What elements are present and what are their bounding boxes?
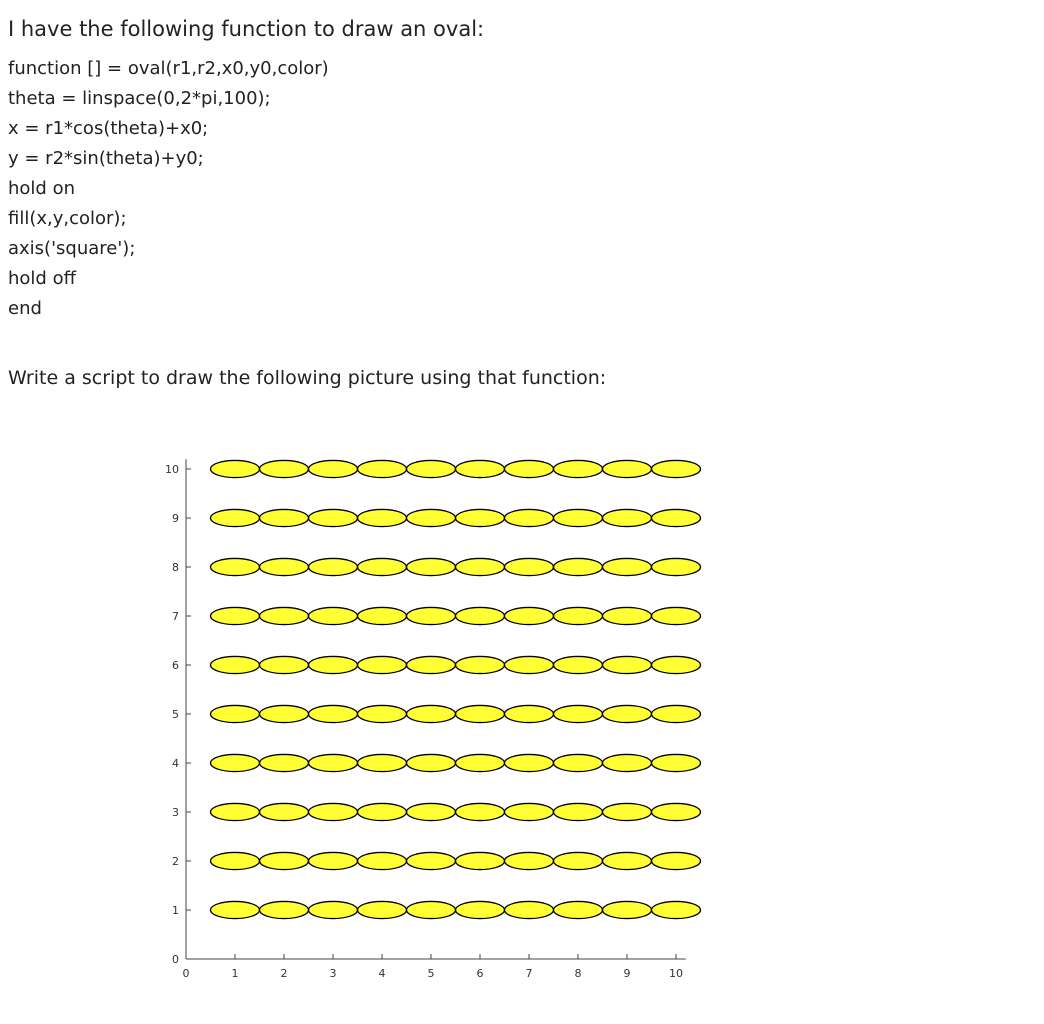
- y-tick-label: 10: [165, 463, 179, 476]
- oval-marker: [309, 460, 358, 477]
- x-tick-label: 1: [231, 967, 239, 980]
- question-intro: I have the following function to draw an oval:: [8, 17, 485, 41]
- oval-marker: [456, 803, 505, 820]
- y-tick-label: 9: [172, 512, 179, 525]
- oval-marker: [407, 852, 456, 869]
- y-tick-label: 8: [172, 561, 179, 574]
- oval-marker: [358, 607, 407, 624]
- oval-marker: [407, 460, 456, 477]
- oval-marker: [260, 852, 309, 869]
- oval-marker: [358, 558, 407, 575]
- oval-marker: [603, 509, 652, 526]
- oval-marker: [456, 509, 505, 526]
- oval-marker: [211, 607, 260, 624]
- x-tick-label: 5: [427, 967, 435, 980]
- oval-marker: [554, 803, 603, 820]
- oval-marker: [652, 803, 701, 820]
- oval-marker: [407, 607, 456, 624]
- oval-marker: [211, 754, 260, 771]
- oval-marker: [505, 558, 554, 575]
- y-tick-label: 7: [172, 610, 179, 623]
- oval-marker: [358, 901, 407, 918]
- oval-marker: [554, 607, 603, 624]
- oval-marker: [456, 705, 505, 722]
- oval-grid-chart: [150, 440, 710, 990]
- oval-marker: [603, 705, 652, 722]
- oval-marker: [260, 901, 309, 918]
- oval-marker: [260, 558, 309, 575]
- oval-marker: [456, 460, 505, 477]
- oval-marker: [603, 607, 652, 624]
- code-line: axis('square');: [8, 238, 136, 259]
- y-tick-label: 1: [172, 904, 179, 917]
- code-line: y = r2*sin(theta)+y0;: [8, 148, 204, 169]
- oval-marker: [211, 656, 260, 673]
- question-prompt: Write a script to draw the following picture using that function:: [8, 367, 607, 389]
- oval-marker: [652, 852, 701, 869]
- oval-marker: [407, 705, 456, 722]
- oval-marker: [309, 852, 358, 869]
- oval-marker: [407, 803, 456, 820]
- oval-marker: [358, 852, 407, 869]
- x-tick-label: 4: [378, 967, 386, 980]
- y-tick-label: 5: [172, 708, 179, 721]
- oval-marker: [505, 901, 554, 918]
- code-line: fill(x,y,color);: [8, 208, 127, 229]
- oval-marker: [554, 509, 603, 526]
- code-line: end: [8, 298, 42, 319]
- oval-marker: [358, 460, 407, 477]
- oval-marker: [309, 656, 358, 673]
- oval-marker: [554, 460, 603, 477]
- code-line: hold on: [8, 178, 75, 199]
- oval-marker: [505, 754, 554, 771]
- oval-marker: [309, 901, 358, 918]
- oval-marker: [407, 901, 456, 918]
- oval-marker: [407, 656, 456, 673]
- oval-marker: [456, 852, 505, 869]
- oval-marker: [211, 705, 260, 722]
- oval-marker: [505, 803, 554, 820]
- oval-marker: [652, 705, 701, 722]
- x-tick-label: 0: [182, 967, 190, 980]
- x-tick-label: 9: [623, 967, 631, 980]
- oval-marker: [211, 852, 260, 869]
- oval-marker: [603, 852, 652, 869]
- oval-marker: [456, 754, 505, 771]
- oval-marker: [652, 607, 701, 624]
- oval-grid-figure: [150, 440, 710, 990]
- oval-marker: [554, 901, 603, 918]
- code-line: theta = linspace(0,2*pi,100);: [8, 88, 271, 109]
- oval-marker: [260, 656, 309, 673]
- oval-marker: [260, 803, 309, 820]
- y-tick-label: 3: [172, 806, 179, 819]
- oval-marker: [603, 460, 652, 477]
- oval-marker: [554, 852, 603, 869]
- oval-marker: [603, 803, 652, 820]
- oval-marker: [652, 901, 701, 918]
- oval-marker: [505, 460, 554, 477]
- code-line: function [] = oval(r1,r2,x0,y0,color): [8, 58, 329, 79]
- oval-marker: [358, 509, 407, 526]
- x-tick-label: 8: [574, 967, 582, 980]
- oval-marker: [358, 803, 407, 820]
- y-tick-label: 0: [172, 953, 179, 966]
- oval-marker: [358, 705, 407, 722]
- oval-marker: [505, 705, 554, 722]
- y-tick-label: 2: [172, 855, 179, 868]
- oval-marker: [456, 607, 505, 624]
- oval-marker: [603, 754, 652, 771]
- oval-marker: [505, 852, 554, 869]
- oval-marker: [211, 901, 260, 918]
- oval-marker: [260, 754, 309, 771]
- oval-marker: [407, 754, 456, 771]
- oval-marker: [652, 460, 701, 477]
- oval-marker: [407, 558, 456, 575]
- oval-marker: [211, 509, 260, 526]
- code-line: x = r1*cos(theta)+x0;: [8, 118, 209, 139]
- oval-marker: [652, 656, 701, 673]
- oval-marker: [309, 803, 358, 820]
- x-tick-label: 6: [476, 967, 484, 980]
- x-tick-label: 2: [280, 967, 288, 980]
- oval-marker: [505, 607, 554, 624]
- y-tick-label: 6: [172, 659, 179, 672]
- oval-marker: [309, 558, 358, 575]
- oval-marker: [505, 656, 554, 673]
- code-block: [8, 54, 329, 324]
- x-tick-label: 10: [669, 967, 683, 980]
- oval-marker: [211, 803, 260, 820]
- oval-marker: [652, 754, 701, 771]
- oval-marker: [309, 754, 358, 771]
- oval-marker: [358, 754, 407, 771]
- oval-marker: [652, 558, 701, 575]
- x-tick-label: 7: [525, 967, 533, 980]
- oval-marker: [309, 509, 358, 526]
- oval-marker: [554, 558, 603, 575]
- ellipse-layer: [211, 460, 701, 918]
- oval-marker: [456, 558, 505, 575]
- oval-marker: [309, 607, 358, 624]
- oval-marker: [407, 509, 456, 526]
- oval-marker: [652, 509, 701, 526]
- x-tick-label: 3: [329, 967, 337, 980]
- oval-marker: [456, 656, 505, 673]
- oval-marker: [358, 656, 407, 673]
- oval-marker: [260, 705, 309, 722]
- oval-marker: [554, 705, 603, 722]
- oval-marker: [554, 656, 603, 673]
- oval-marker: [603, 656, 652, 673]
- oval-marker: [211, 558, 260, 575]
- oval-marker: [554, 754, 603, 771]
- oval-marker: [603, 558, 652, 575]
- oval-marker: [309, 705, 358, 722]
- y-tick-label: 4: [172, 757, 179, 770]
- oval-marker: [603, 901, 652, 918]
- code-line: hold off: [8, 268, 76, 289]
- oval-marker: [260, 509, 309, 526]
- oval-marker: [505, 509, 554, 526]
- oval-marker: [260, 460, 309, 477]
- oval-marker: [260, 607, 309, 624]
- oval-marker: [211, 460, 260, 477]
- oval-marker: [456, 901, 505, 918]
